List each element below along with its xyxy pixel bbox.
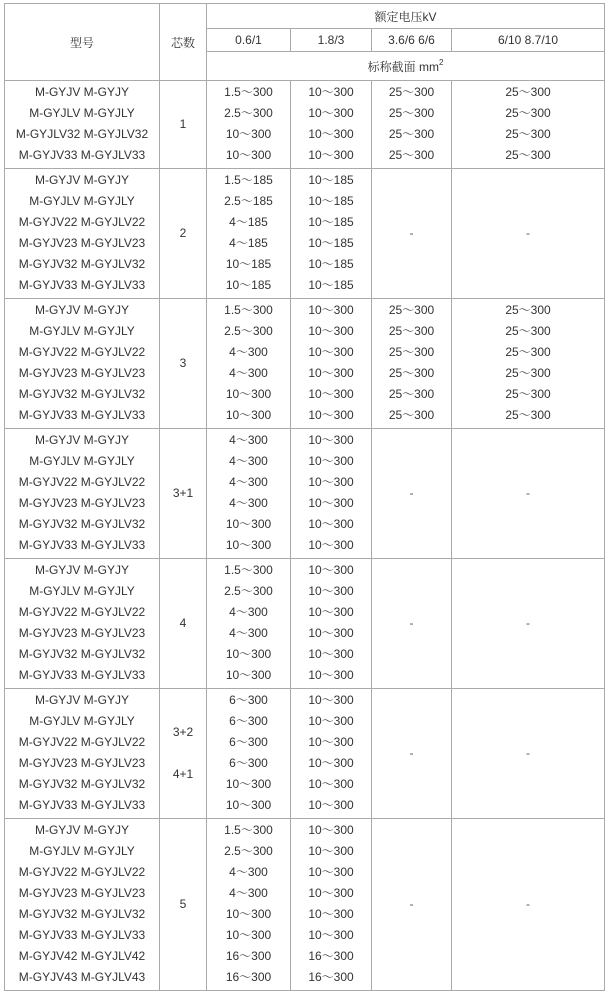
voltage-06-1-cell-value: 2.5～300 [224, 324, 273, 338]
model-cell-value: M-GYJV M-GYJY [34, 303, 129, 317]
voltage-18-3-cell-value: 16～300 [308, 970, 354, 984]
voltage-6-10-dash: - [452, 689, 605, 819]
voltage-06-1-cell-value: 6～300 [229, 693, 268, 707]
voltage-06-1-cell [207, 169, 291, 299]
voltage-06-1-cell-value: 6～300 [229, 756, 268, 770]
voltage-06-1-cell-value: 10～185 [225, 257, 272, 271]
voltage-06-1-cell-value: 4～185 [229, 215, 268, 229]
cores-value: 2 [179, 225, 187, 240]
voltage-18-3-cell [291, 689, 372, 819]
voltage-36-6-cell-value: 25～300 [388, 85, 435, 99]
voltage-18-3-cell-value: 10～300 [308, 408, 354, 422]
model-cell-value: M-GYJV M-GYJY [34, 693, 129, 707]
cores-cell [160, 819, 207, 991]
voltage-06-1-cell-value: 10～300 [225, 907, 272, 921]
voltage-18-3-cell-value: 10～300 [308, 928, 354, 942]
voltage-6-10-cell [452, 81, 605, 169]
voltage-18-3-cell-value: 10～185 [308, 257, 354, 271]
voltage-18-3-cell-value: 10～300 [308, 475, 354, 489]
voltage-18-3-cell [291, 559, 372, 689]
header-section-sup: 2 [438, 57, 444, 67]
voltage-36-6-cell-value: 25～300 [388, 345, 435, 359]
model-cell-value: M-GYJLV M-GYJLY [29, 194, 135, 208]
voltage-18-3-cell-value: 10～300 [308, 647, 354, 661]
voltage-18-3-cell-value: 10～300 [308, 433, 354, 447]
voltage-18-3-cell [291, 299, 372, 429]
voltage-18-3-cell-value: 10～185 [308, 215, 354, 229]
voltage-18-3-cell-value: 10～300 [308, 148, 354, 162]
voltage-18-3-cell-value: 10～300 [308, 366, 354, 380]
model-cell-value: M-GYJV43 M-GYJLV43 [18, 970, 146, 984]
model-cell-value: M-GYJV M-GYJY [34, 433, 129, 447]
voltage-36-6-cell-value: 25～300 [388, 324, 435, 338]
header-voltage-0: 0.6/1 [207, 29, 291, 52]
voltage-6-10-dash: - [452, 429, 605, 559]
table-row [5, 429, 605, 559]
cores-cell [160, 299, 207, 429]
model-cell [5, 299, 160, 429]
cores-value: 3+2 [172, 724, 194, 739]
model-cell-value: M-GYJV M-GYJY [34, 823, 129, 837]
model-cell-value: M-GYJV33 M-GYJLV33 [18, 278, 146, 292]
voltage-6-10-cell [452, 299, 605, 429]
table-row [5, 559, 605, 689]
voltage-18-3-cell-value: 10～300 [308, 345, 354, 359]
model-cell-value: M-GYJV22 M-GYJLV22 [18, 215, 146, 229]
cores-value: 3+1 [172, 485, 194, 500]
table-row [5, 819, 605, 991]
model-cell [5, 819, 160, 991]
model-cell [5, 429, 160, 559]
voltage-18-3-cell-value: 10～300 [308, 668, 354, 682]
voltage-6-10-cell-value: 25～300 [505, 303, 551, 317]
voltage-06-1-cell-value: 10～300 [225, 668, 272, 682]
voltage-18-3-cell [291, 169, 372, 299]
model-cell-value: M-GYJLV M-GYJLY [29, 714, 135, 728]
voltage-18-3-cell-value: 10～300 [308, 496, 354, 510]
voltage-18-3-cell-value: 10～300 [308, 756, 354, 770]
voltage-06-1-cell [207, 819, 291, 991]
voltage-18-3-cell-value: 10～300 [308, 886, 354, 900]
voltage-06-1-cell-value: 1.5～300 [224, 303, 273, 317]
model-cell-value: M-GYJV22 M-GYJLV22 [18, 865, 146, 879]
model-cell-value: M-GYJV33 M-GYJLV33 [18, 928, 146, 942]
model-cell-value: M-GYJV32 M-GYJLV32 [18, 387, 146, 401]
voltage-06-1-cell-value: 4～300 [229, 366, 268, 380]
voltage-06-1-cell-value: 4～185 [229, 236, 268, 250]
cores-cell [160, 689, 207, 819]
model-cell [5, 169, 160, 299]
voltage-18-3-cell-value: 10～300 [308, 106, 354, 120]
model-cell-value: M-GYJLV M-GYJLY [29, 324, 135, 338]
model-cell-value: M-GYJV32 M-GYJLV32 [18, 647, 146, 661]
voltage-06-1-cell-value: 16～300 [225, 970, 272, 984]
voltage-36-6-cell-value: 25～300 [388, 387, 435, 401]
voltage-06-1-cell-value: 2.5～300 [224, 106, 273, 120]
voltage-36-6-dash: - [372, 689, 452, 819]
model-cell-value: M-GYJV32 M-GYJLV32 [18, 517, 146, 531]
voltage-36-6-dash: - [372, 819, 452, 991]
header-voltage-2: 3.6/6 6/6 [372, 29, 452, 52]
voltage-6-10-cell-value: 25～300 [505, 148, 551, 162]
voltage-06-1-cell-value: 4～300 [229, 496, 268, 510]
voltage-6-10-cell-value: 25～300 [505, 106, 551, 120]
voltage-18-3-cell-value: 10～300 [308, 454, 354, 468]
voltage-18-3-cell-value: 10～300 [308, 563, 354, 577]
voltage-06-1-cell-value: 2.5～300 [224, 584, 273, 598]
voltage-18-3-cell-value: 10～300 [308, 693, 354, 707]
voltage-18-3-cell-value: 10～300 [308, 538, 354, 552]
voltage-18-3-cell [291, 81, 372, 169]
cores-value: 3 [179, 355, 187, 370]
voltage-6-10-cell-value: 25～300 [505, 324, 551, 338]
voltage-18-3-cell-value: 10～185 [308, 236, 354, 250]
voltage-06-1-cell-value: 10～300 [225, 538, 272, 552]
voltage-18-3-cell [291, 429, 372, 559]
header-section [207, 52, 605, 81]
voltage-06-1-cell-value: 10～300 [225, 928, 272, 942]
model-cell [5, 559, 160, 689]
voltage-06-1-cell-value: 1.5～300 [224, 85, 273, 99]
voltage-06-1-cell-value: 4～300 [229, 605, 268, 619]
header-voltage-3: 6/10 8.7/10 [452, 29, 605, 52]
voltage-36-6-cell [372, 81, 452, 169]
model-cell-value: M-GYJLV M-GYJLY [29, 844, 135, 858]
model-cell-value: M-GYJV23 M-GYJLV23 [18, 886, 146, 900]
voltage-06-1-cell-value: 16～300 [225, 949, 272, 963]
voltage-06-1-cell-value: 10～300 [225, 387, 272, 401]
model-cell-value: M-GYJLV M-GYJLY [29, 584, 135, 598]
model-cell [5, 81, 160, 169]
voltage-18-3-cell-value: 10～300 [308, 823, 354, 837]
voltage-06-1-cell-value: 1.5～300 [224, 823, 273, 837]
table-row [5, 81, 605, 169]
voltage-6-10-dash: - [452, 169, 605, 299]
voltage-06-1-cell-value: 1.5～185 [224, 173, 273, 187]
header-voltage-1: 1.8/3 [291, 29, 372, 52]
header-rated-voltage: 额定电压kV [207, 4, 605, 29]
voltage-18-3-cell-value: 10～185 [308, 173, 354, 187]
voltage-06-1-cell-value: 6～300 [229, 714, 268, 728]
voltage-18-3-cell [291, 819, 372, 991]
voltage-36-6-dash: - [372, 169, 452, 299]
voltage-06-1-cell-value: 10～300 [225, 517, 272, 531]
header-section-label: 标称截面 mm [367, 59, 439, 74]
voltage-6-10-cell-value: 25～300 [505, 345, 551, 359]
voltage-18-3-cell-value: 10～300 [308, 777, 354, 791]
voltage-18-3-cell-value: 10～300 [308, 303, 354, 317]
voltage-36-6-dash: - [372, 559, 452, 689]
voltage-18-3-cell-value: 10～300 [308, 798, 354, 812]
voltage-36-6-cell-value: 25～300 [388, 148, 435, 162]
model-cell [5, 689, 160, 819]
voltage-06-1-cell-value: 10～300 [225, 647, 272, 661]
voltage-06-1-cell-value: 4～300 [229, 433, 268, 447]
model-cell-value: M-GYJV22 M-GYJLV22 [18, 475, 146, 489]
model-cell-value: M-GYJV M-GYJY [34, 85, 129, 99]
voltage-6-10-dash: - [452, 559, 605, 689]
model-cell-value: M-GYJV22 M-GYJLV22 [18, 735, 146, 749]
voltage-06-1-cell [207, 81, 291, 169]
voltage-18-3-cell-value: 10～300 [308, 735, 354, 749]
voltage-06-1-cell-value: 2.5～300 [224, 844, 273, 858]
model-cell-value: M-GYJV32 M-GYJLV32 [18, 257, 146, 271]
voltage-18-3-cell-value: 10～300 [308, 85, 354, 99]
voltage-06-1-cell-value: 10～300 [225, 127, 272, 141]
voltage-06-1-cell-value: 10～300 [225, 777, 272, 791]
voltage-18-3-cell-value: 10～185 [308, 278, 354, 292]
model-cell-value: M-GYJV32 M-GYJLV32 [18, 907, 146, 921]
model-cell-value: M-GYJLV32 M-GYJLV32 [15, 127, 149, 141]
voltage-06-1-cell [207, 559, 291, 689]
voltage-06-1-cell-value: 10～300 [225, 798, 272, 812]
voltage-36-6-cell-value: 25～300 [388, 303, 435, 317]
model-cell-value: M-GYJV33 M-GYJLV33 [18, 538, 146, 552]
voltage-06-1-cell-value: 6～300 [229, 735, 268, 749]
voltage-06-1-cell-value: 4～300 [229, 886, 268, 900]
voltage-18-3-cell-value: 10～185 [308, 194, 354, 208]
cores-cell [160, 169, 207, 299]
model-cell-value: M-GYJV23 M-GYJLV23 [18, 756, 146, 770]
voltage-6-10-cell-value: 25～300 [505, 387, 551, 401]
model-cell-value: M-GYJV M-GYJY [34, 563, 129, 577]
cable-spec-table [4, 3, 605, 991]
voltage-6-10-cell-value: 25～300 [505, 408, 551, 422]
voltage-06-1-cell-value: 2.5～185 [224, 194, 273, 208]
voltage-6-10-cell-value: 25～300 [505, 127, 551, 141]
voltage-06-1-cell-value: 10～300 [225, 148, 272, 162]
voltage-06-1-cell [207, 689, 291, 819]
voltage-06-1-cell-value: 4～300 [229, 454, 268, 468]
voltage-36-6-dash: - [372, 429, 452, 559]
voltage-06-1-cell-value: 4～300 [229, 345, 268, 359]
model-cell-value: M-GYJV M-GYJY [34, 173, 129, 187]
voltage-36-6-cell-value: 25～300 [388, 366, 435, 380]
table-row [5, 169, 605, 299]
cores-value: 5 [179, 896, 187, 911]
voltage-18-3-cell-value: 10～300 [308, 387, 354, 401]
voltage-18-3-cell-value: 10～300 [308, 626, 354, 640]
model-cell-value: M-GYJLV M-GYJLY [29, 106, 135, 120]
voltage-6-10-cell-value: 25～300 [505, 366, 551, 380]
model-cell-value: M-GYJV42 M-GYJLV42 [18, 949, 146, 963]
model-cell-value: M-GYJV23 M-GYJLV23 [18, 236, 146, 250]
voltage-06-1-cell-value: 4～300 [229, 626, 268, 640]
cores-spacer [160, 743, 206, 764]
model-cell-value: M-GYJV33 M-GYJLV33 [18, 668, 146, 682]
voltage-36-6-cell-value: 25～300 [388, 127, 435, 141]
voltage-06-1-cell-value: 4～300 [229, 865, 268, 879]
voltage-06-1-cell [207, 299, 291, 429]
cores-value: 4 [179, 615, 187, 630]
voltage-36-6-cell [372, 299, 452, 429]
voltage-06-1-cell-value: 1.5～300 [224, 563, 273, 577]
voltage-6-10-dash: - [452, 819, 605, 991]
voltage-06-1-cell-value: 10～185 [225, 278, 272, 292]
voltage-18-3-cell-value: 10～300 [308, 127, 354, 141]
model-cell-value: M-GYJV33 M-GYJLV33 [18, 148, 146, 162]
voltage-18-3-cell-value: 10～300 [308, 865, 354, 879]
cores-cell [160, 81, 207, 169]
voltage-18-3-cell-value: 16～300 [308, 949, 354, 963]
voltage-18-3-cell-value: 10～300 [308, 605, 354, 619]
cores-cell [160, 559, 207, 689]
header-model: 型号 [5, 4, 160, 81]
header-cores: 芯数 [160, 4, 207, 81]
voltage-18-3-cell-value: 10～300 [308, 844, 354, 858]
model-cell-value: M-GYJV23 M-GYJLV23 [18, 496, 146, 510]
voltage-18-3-cell-value: 10～300 [308, 324, 354, 338]
voltage-06-1-cell-value: 10～300 [225, 408, 272, 422]
voltage-36-6-cell-value: 25～300 [388, 408, 435, 422]
voltage-18-3-cell-value: 10～300 [308, 517, 354, 531]
model-cell-value: M-GYJV23 M-GYJLV23 [18, 366, 146, 380]
voltage-18-3-cell-value: 10～300 [308, 584, 354, 598]
model-cell-value: M-GYJV23 M-GYJLV23 [18, 626, 146, 640]
voltage-06-1-cell-value: 4～300 [229, 475, 268, 489]
voltage-18-3-cell-value: 10～300 [308, 907, 354, 921]
table-row [5, 689, 605, 819]
cores-value-extra: 4+1 [172, 766, 194, 781]
voltage-6-10-cell-value: 25～300 [505, 85, 551, 99]
model-cell-value: M-GYJV33 M-GYJLV33 [18, 408, 146, 422]
voltage-36-6-cell-value: 25～300 [388, 106, 435, 120]
cores-value: 1 [179, 116, 187, 131]
model-cell-value: M-GYJV22 M-GYJLV22 [18, 605, 146, 619]
cores-cell [160, 429, 207, 559]
model-cell-value: M-GYJV22 M-GYJLV22 [18, 345, 146, 359]
table-row [5, 299, 605, 429]
model-cell-value: M-GYJV33 M-GYJLV33 [18, 798, 146, 812]
model-cell-value: M-GYJLV M-GYJLY [29, 454, 135, 468]
model-cell-value: M-GYJV32 M-GYJLV32 [18, 777, 146, 791]
voltage-18-3-cell-value: 10～300 [308, 714, 354, 728]
voltage-06-1-cell [207, 429, 291, 559]
